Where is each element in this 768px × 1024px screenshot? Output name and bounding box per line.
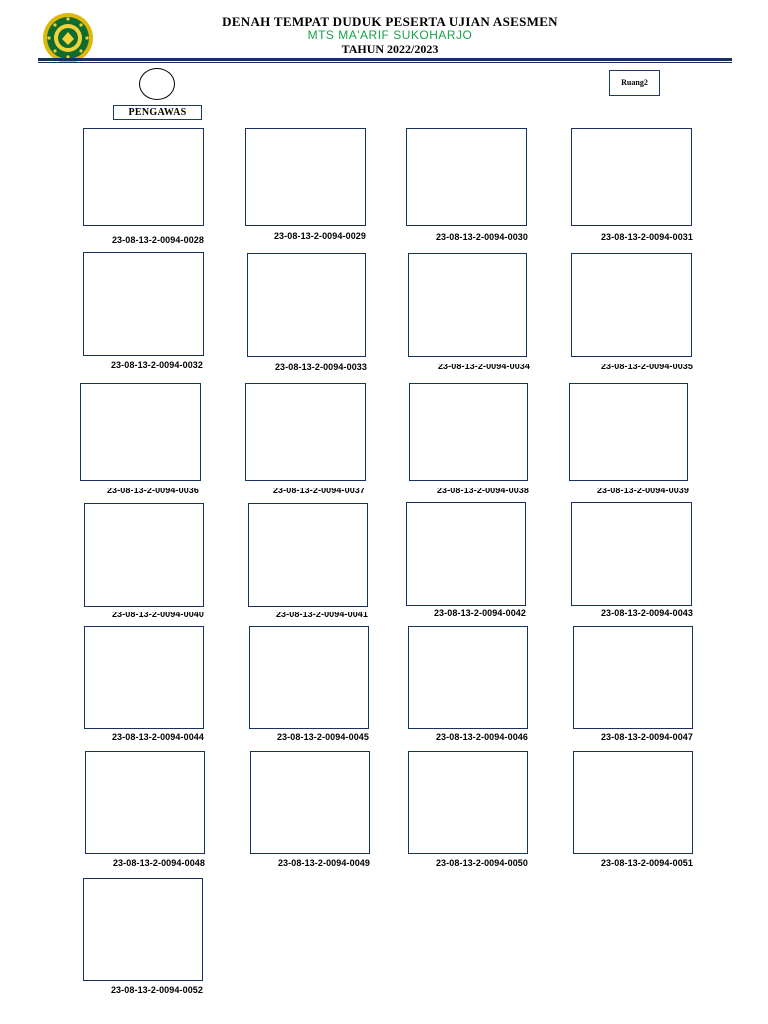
seat-number: 23-08-13-2-0094-0045 [276,732,370,742]
seat-number: 23-08-13-2-0094-0029 [273,231,367,241]
seat-number: 23-08-13-2-0094-0034 [437,364,531,370]
seat-box [406,502,526,606]
seat-box [571,253,692,357]
seat-box [408,751,528,854]
seat-box [247,253,366,357]
room-label: Ruang2 [609,70,660,96]
seat-number-clipped [577,364,717,370]
seat-box [84,626,204,729]
seat-number: 23-08-13-2-0094-0047 [600,732,694,742]
seat-number: 23-08-13-2-0094-0032 [110,360,204,370]
seat-box [83,252,204,356]
seat-number: 23-08-13-2-0094-0036 [106,488,200,494]
school-logo-icon [42,12,94,64]
seat-box [573,626,693,729]
seat-number: 23-08-13-2-0094-0028 [111,235,205,245]
page-title: DENAH TEMPAT DUDUK PESERTA UJIAN ASESMEN [222,14,558,29]
seat-box [408,626,528,729]
seat-box [85,751,205,854]
seat-number: 23-08-13-2-0094-0043 [600,608,694,618]
academic-year: TAHUN 2022/2023 [341,42,439,56]
seat-number: 23-08-13-2-0094-0041 [275,612,369,618]
seat-box [245,383,366,481]
supervisor-seat [139,68,175,100]
seat-number: 23-08-13-2-0094-0035 [600,364,694,370]
seat-box [83,128,204,226]
seat-number-clipped [414,364,554,370]
seat-number: 23-08-13-2-0094-0049 [277,858,371,868]
seat-box [571,502,692,606]
seat-number: 23-08-13-2-0094-0040 [111,612,205,618]
seat-number: 23-08-13-2-0094-0052 [110,985,204,995]
seat-number: 23-08-13-2-0094-0039 [596,488,690,494]
seat-number-clipped [83,488,223,494]
document-header [0,0,768,66]
seat-box [249,626,369,729]
seat-number: 23-08-13-2-0094-0042 [433,608,527,618]
seat-box [83,878,203,981]
seat-box [569,383,688,481]
seat-number-clipped [249,488,389,494]
seat-box [245,128,366,226]
seat-number-clipped [573,488,713,494]
seat-box [409,383,528,481]
seat-number: 23-08-13-2-0094-0046 [435,732,529,742]
seat-number: 23-08-13-2-0094-0030 [435,232,529,242]
seat-number: 23-08-13-2-0094-0044 [111,732,205,742]
seat-number: 23-08-13-2-0094-0037 [272,488,366,494]
seat-box [571,128,692,226]
seat-number-clipped [252,612,392,618]
seat-number: 23-08-13-2-0094-0051 [600,858,694,868]
seat-number: 23-08-13-2-0094-0031 [600,232,694,242]
seat-box [408,253,527,357]
seat-number: 23-08-13-2-0094-0050 [435,858,529,868]
header-divider [38,58,732,61]
seat-box [406,128,527,226]
seat-box [573,751,693,854]
seat-number-clipped [88,612,228,618]
school-name: MTS MA'ARIF SUKOHARJO [307,28,473,42]
seat-number-clipped [413,488,553,494]
seat-number: 23-08-13-2-0094-0033 [274,362,368,372]
seat-box [248,503,368,607]
seat-box [80,383,201,481]
seat-box [84,503,204,607]
seat-number: 23-08-13-2-0094-0048 [112,858,206,868]
seat-box [250,751,370,854]
seat-number: 23-08-13-2-0094-0038 [436,488,530,494]
supervisor-label: PENGAWAS [113,105,202,120]
header-divider-thin [38,62,732,63]
